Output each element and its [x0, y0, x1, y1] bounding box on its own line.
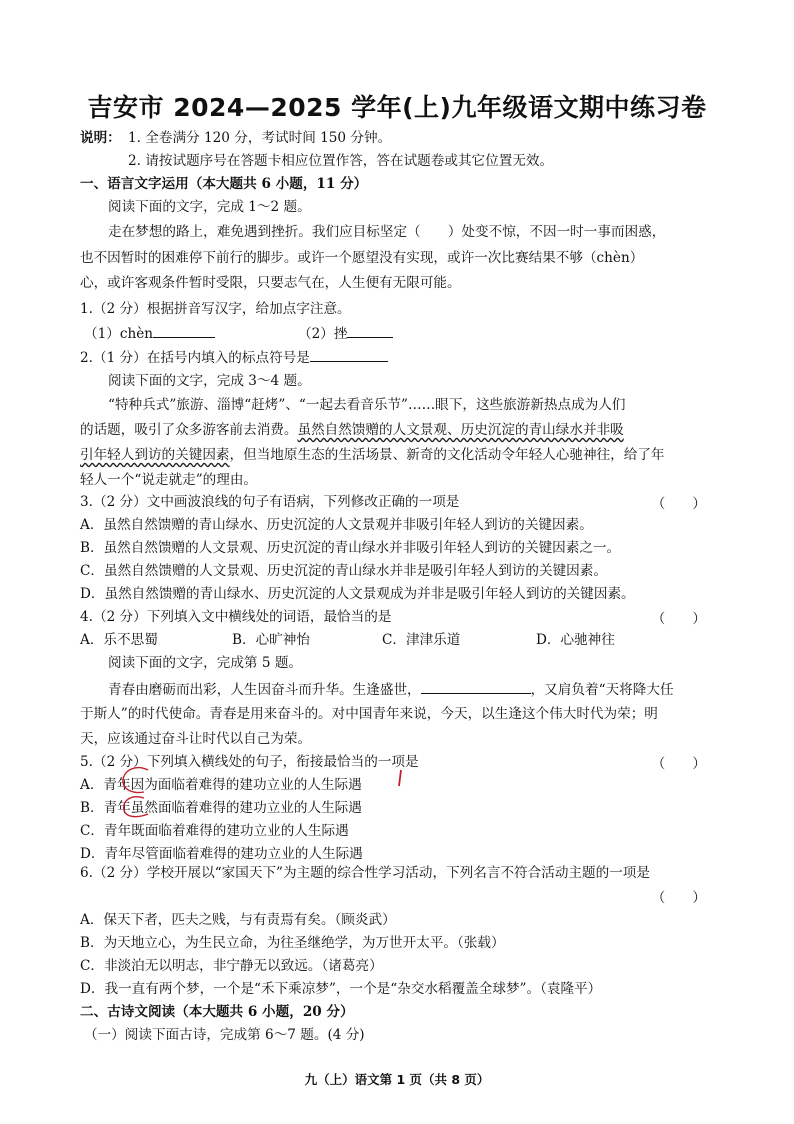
- q1-a-blank[interactable]: [153, 323, 215, 338]
- q2-text: 2.（1 分）在括号内填入的标点符号是: [80, 350, 310, 366]
- read1-intro: 阅读下面的文字，完成 1～2 题。: [108, 199, 311, 215]
- q5-answer-paren[interactable]: （ ）: [651, 756, 706, 772]
- passage3-blank[interactable]: [421, 679, 531, 694]
- passage3-line-2: 于斯人”的时代使命。青春是用来奋斗的。对中国青年来说，今天，以生逢这个伟大时代为荣；明: [80, 706, 658, 722]
- q1-b-blank[interactable]: [347, 323, 393, 338]
- section2-heading: 二、古诗文阅读（本大题共 6 小题，20 分）: [80, 1004, 354, 1020]
- question-4: 4.（2 分）下列填入文中横线处的词语，最恰当的是: [80, 609, 392, 625]
- question-3: 3.（2 分）文中画波浪线的句子有语病，下列修改正确的一项是: [80, 494, 460, 510]
- q6-option-a: A．保天下者，匹夫之贱，与有责焉有矣。（顾炎武）: [80, 912, 396, 928]
- q5-option-a: A．青年因为面临着难得的建功立业的人生际遇: [80, 777, 362, 793]
- pen-circle-mark: [118, 764, 160, 820]
- q5-option-d: D．青年尽管面临着难得的建功立业的人生际遇: [80, 846, 363, 862]
- question-1-part-b: [298, 323, 393, 344]
- question-2: [80, 347, 388, 368]
- q6-option-d: D．我一直有两个梦，一个是“禾下乘凉梦”，一个是“杂交水稻覆盖全球梦”。（袁隆平）: [80, 981, 602, 997]
- read2-intro: 阅读下面的文字，完成 3～4 题。: [108, 373, 311, 389]
- pen-stroke-mark: [394, 768, 406, 790]
- passage1-line-3: 心，或许客观条件暂时受限，只要志气在，人生便有无限可能。: [80, 275, 461, 291]
- q6-option-b: B．为天地立心，为生民立命，为往圣继绝学，为万世开太平。（张载）: [80, 935, 505, 951]
- q5-option-c: C．青年既面临着难得的建功立业的人生际遇: [80, 823, 349, 839]
- passage3-line-1: [108, 679, 674, 700]
- question-6: 6.（2 分）学校开展以“家国天下”为主题的综合性学习活动，下列名言不符合活动主题的一项是: [80, 865, 650, 881]
- passage2-line-4: 轻人一个“说走就走”的理由。: [80, 472, 258, 488]
- q4-option-c: C．津津乐道: [382, 632, 461, 648]
- passage2-line-2: [80, 420, 624, 440]
- q3-option-d: D．虽然自然馈赠的青山绿水、历史沉淀的人文景观成为并非是吸引年轻人到访的关键因素。: [80, 586, 635, 602]
- q6-answer-paren[interactable]: （ ）: [651, 890, 706, 906]
- q6-option-c: C．非淡泊无以明志，非宁静无以致远。（诸葛亮）: [80, 958, 383, 974]
- passage1-line-2: 也不因暂时的困难停下前行的脚步。或许一个愿望没有实现，或许一次比赛结果不够（chèn）: [80, 250, 644, 266]
- passage2-line-3: [80, 445, 665, 465]
- page-footer: 九（上）语文第 1 页（共 8 页）: [304, 1072, 490, 1087]
- q3-answer-paren[interactable]: （ ）: [651, 496, 706, 512]
- section1-heading: 一、语言文字运用（本大题共 6 小题，11 分）: [80, 176, 368, 192]
- q3-option-a: A．虽然自然馈赠的青山绿水、历史沉淀的人文景观并非吸引年轻人到访的关键因素。: [80, 517, 593, 533]
- question-1-part-a: [84, 323, 215, 344]
- question-5: 5.（2 分）下列填入横线处的句子，衔接最恰当的一项是: [80, 754, 419, 770]
- read3-intro: 阅读下面的文字，完成第 5 题。: [108, 655, 303, 671]
- passage2-line-2-plain: 的话题，吸引了众多游客前去消费。: [80, 422, 298, 438]
- q1-b-label: （2）挫: [298, 326, 348, 342]
- q2-blank[interactable]: [310, 347, 388, 362]
- passage1-line-1: 走在梦想的路上，难免遇到挫折。我们应目标坚定（ ）处变不惊，不因一时一事而困惑，: [108, 224, 666, 240]
- notes-item-2: 2. 请按试题序号在答题卡相应位置作答，答在试题卷或其它位置无效。: [128, 153, 554, 169]
- section2-sub1: （一）阅读下面古诗，完成第 6～7 题。(4 分): [84, 1027, 365, 1043]
- passage2-wavy-sentence-part-1: 虽然自然馈赠的人文景观、历史沉淀的青山绿水并非吸: [297, 422, 624, 438]
- q3-option-b: B．虽然自然馈赠的人文景观、历史沉淀的青山绿水并非吸引年轻人到访的关键因素之一。: [80, 540, 621, 556]
- q1-a-label: （1）chèn: [84, 326, 154, 342]
- q5-option-b: B．青年虽然面临着难得的建功立业的人生际遇: [80, 800, 362, 816]
- notes-item-1: 1. 全卷满分 120 分，考试时间 150 分钟。: [128, 130, 392, 146]
- q4-answer-paren[interactable]: （ ）: [651, 611, 706, 627]
- passage2-line-1: “特种兵式”旅游、淄博“赶烤”、“一起去看音乐节”……眼下，这些旅游新热点成为人们: [108, 397, 626, 413]
- passage2-wavy-sentence-part-2: 引年轻人到访的关键因素: [80, 447, 230, 463]
- passage2-line-3-plain: ，但当地原生态的生活场景、新奇的文化活动令年轻人心驰神往，给了年: [229, 447, 665, 463]
- passage3-line-3: 天，应该通过奋斗让时代以自己为荣。: [80, 731, 312, 747]
- question-1: 1.（2 分）根据拼音写汉字，给加点字注意。: [80, 301, 351, 317]
- passage3-line-1-b: ，又肩负着“天将降大任: [530, 682, 674, 698]
- notes-label: 说明：: [80, 130, 121, 146]
- q4-option-b: B．心旷神怡: [232, 632, 310, 648]
- q4-option-a: A．乐不思蜀: [80, 632, 158, 648]
- passage3-line-1-a: 青春由磨砺而出彩，人生因奋斗而升华。生逢盛世，: [108, 682, 421, 698]
- q3-option-c: C．虽然自然馈赠的人文景观、历史沉淀的青山绿水并非是吸引年轻人到访的关键因素。: [80, 563, 607, 579]
- q4-option-d: D．心驰神往: [536, 632, 615, 648]
- exam-title: 吉安市 2024—2025 学年(上)九年级语文期中练习卷: [87, 93, 707, 122]
